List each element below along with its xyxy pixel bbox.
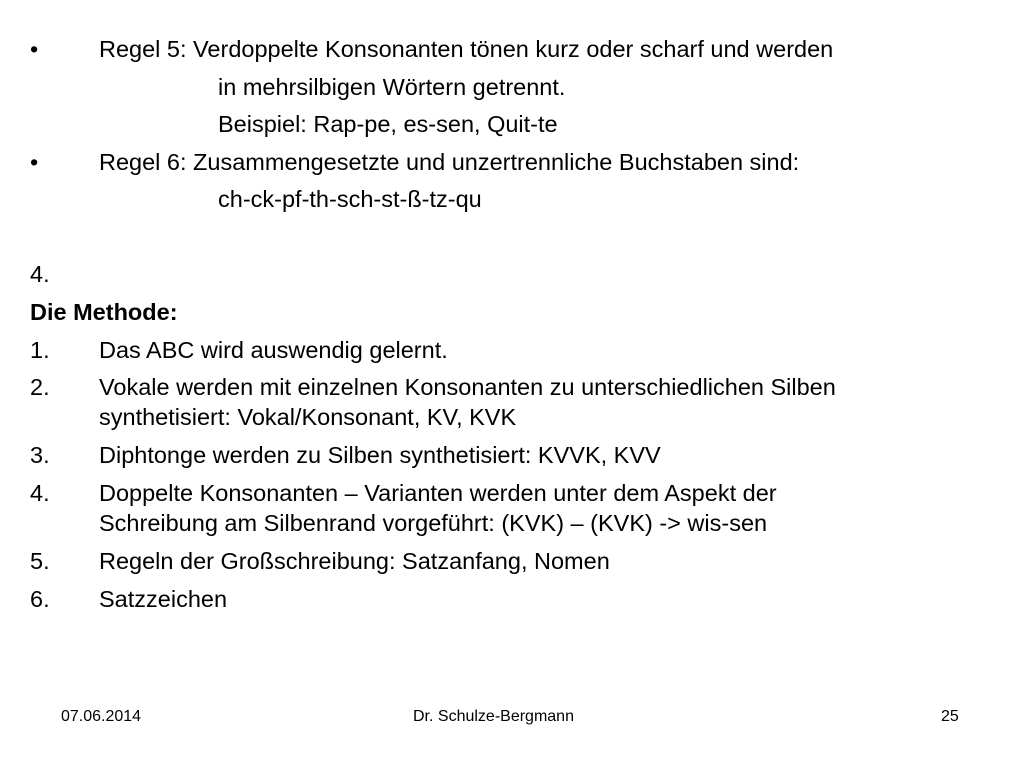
rule-5-example: Beispiel: Rap-pe, es-sen, Quit-te [218,111,558,137]
list-item-number: 6. [30,586,50,612]
list-item-number: 2. [30,374,50,400]
list-item-text-continued: synthetisiert: Vokal/Konsonant, KV, KVK [99,404,517,430]
list-item-number: 5. [30,548,50,574]
list-item-text: Regeln der Großschreibung: Satzanfang, Nomen [99,548,610,574]
list-item-text: Doppelte Konsonanten – Varianten werden unter dem Aspekt der [99,480,777,506]
list-item-text: Satzzeichen [99,586,228,612]
list-item-number: 1. [30,337,50,363]
footer-page-number: 25 [941,708,959,725]
list-item-number: 4. [30,480,50,506]
rule-6-letters: ch-ck-pf-th-sch-st-ß-tz-qu [218,186,482,212]
section-number: 4. [30,261,50,287]
footer-author: Dr. Schulze-Bergmann [413,708,574,725]
list-item-number: 3. [30,442,50,468]
rule-6-text: Regel 6: Zusammengesetzte und unzertrennliche Buchstaben sind: [99,149,800,175]
list-item-text: Das ABC wird auswendig gelernt. [99,337,448,363]
rule-5-text: Regel 5: Verdoppelte Konsonanten tönen kurz oder scharf und werden [99,36,834,62]
list-item-text-continued: Schreibung am Silbenrand vorgeführt: (KVK) – (KVK) -> wis-sen [99,510,768,536]
rule-5-continuation-1: in mehrsilbigen Wörtern getrennt. [218,74,566,100]
list-item-text: Diphtonge werden zu Silben synthetisiert: KVVK, KVV [99,442,661,468]
list-item-text: Vokale werden mit einzelnen Konsonanten zu unterschiedlichen Silben [99,374,836,400]
method-heading: Die Methode: [30,299,178,325]
footer-date: 07.06.2014 [61,708,142,725]
bullet-icon: • [30,36,39,62]
bullet-icon: • [30,149,39,175]
